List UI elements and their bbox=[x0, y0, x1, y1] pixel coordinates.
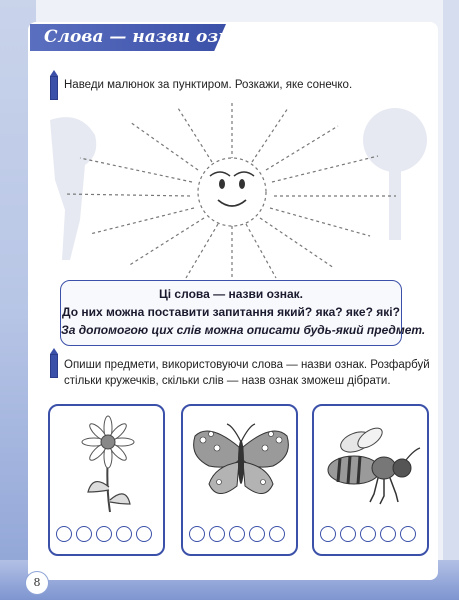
card-butterfly bbox=[181, 404, 298, 556]
task2-instruction-line1: Опиши предмети, використовуючи слова — назви ознак. Розфарбуй bbox=[64, 359, 430, 371]
rule-info-box bbox=[60, 280, 426, 346]
color-circle[interactable] bbox=[249, 526, 265, 542]
rating-circles bbox=[189, 526, 294, 542]
color-circle[interactable] bbox=[340, 526, 356, 542]
color-circle[interactable] bbox=[229, 526, 245, 542]
pencil-icon bbox=[50, 70, 58, 100]
color-circle[interactable] bbox=[209, 526, 225, 542]
sun-tracing-drawing[interactable] bbox=[60, 100, 400, 280]
page-number: 8 bbox=[25, 571, 49, 595]
pencil-icon bbox=[50, 348, 58, 378]
sun-face-circle bbox=[198, 158, 266, 226]
bee-icon bbox=[318, 424, 426, 514]
task1-instruction: Наведи малюнок за пунктиром. Розкажи, яке сонечко. bbox=[64, 79, 353, 91]
daisy-flower-icon bbox=[68, 412, 148, 522]
task2-instruction-line2: стільки кружечків, скільки слів — назв ознак зможеш дібрати. bbox=[64, 375, 391, 387]
card-daisy bbox=[48, 404, 165, 556]
color-circle[interactable] bbox=[136, 526, 152, 542]
color-circle[interactable] bbox=[360, 526, 376, 542]
rating-circles bbox=[320, 526, 425, 542]
color-circle[interactable] bbox=[269, 526, 285, 542]
color-circle[interactable] bbox=[76, 526, 92, 542]
color-circle[interactable] bbox=[96, 526, 112, 542]
page-title: Слова — назви ознак bbox=[44, 27, 254, 47]
rule-line-1: Ці слова — назви ознак. bbox=[159, 287, 303, 301]
rating-circles bbox=[56, 526, 161, 542]
color-circle[interactable] bbox=[320, 526, 336, 542]
decorative-right-border bbox=[443, 0, 459, 600]
butterfly-icon bbox=[189, 422, 293, 512]
card-bee bbox=[312, 404, 429, 556]
color-circle[interactable] bbox=[56, 526, 72, 542]
color-circle[interactable] bbox=[380, 526, 396, 542]
rule-line-3: За допомогою цих слів можна описати будь-який предмет. bbox=[61, 323, 426, 337]
color-circle[interactable] bbox=[116, 526, 132, 542]
color-circle[interactable] bbox=[400, 526, 416, 542]
color-circle[interactable] bbox=[189, 526, 205, 542]
rule-line-2: До них можна поставити запитання який? яка? яке? які? bbox=[62, 305, 400, 319]
